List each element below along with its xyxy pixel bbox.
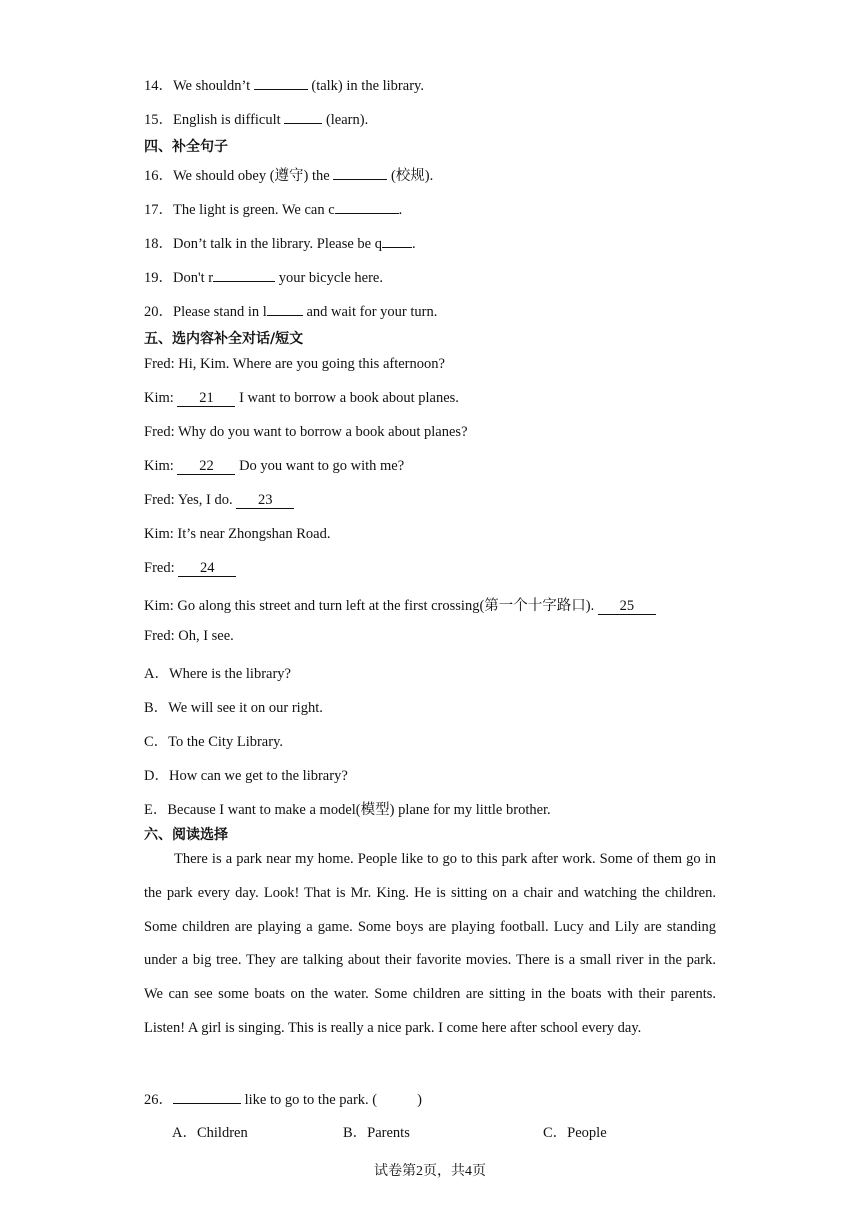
question-26	[144, 1088, 422, 1109]
question-number: 14．	[144, 78, 173, 94]
question-end: .	[398, 202, 403, 218]
choice-text: Because I want to make a model(模型) plane for my little brother.	[167, 802, 551, 818]
option-letter: C．	[543, 1125, 568, 1141]
dialogue-blank[interactable]: 25	[598, 599, 656, 615]
question-number: 26．	[144, 1092, 173, 1108]
question-17	[144, 198, 402, 219]
question-text: like to go to the park. (	[244, 1092, 378, 1108]
option-a[interactable]	[172, 1121, 248, 1142]
answer-blank[interactable]	[333, 165, 387, 180]
choice-text: How can we get to the library?	[168, 768, 348, 784]
dialogue-speaker: Kim:	[144, 458, 174, 474]
answer-blank[interactable]	[213, 267, 275, 282]
dialogue-blank[interactable]: 23	[236, 493, 294, 509]
question-hint: (校规).	[390, 168, 434, 184]
dialogue-line	[144, 458, 404, 475]
answer-blank[interactable]	[173, 1089, 241, 1104]
question-end: .	[412, 236, 416, 252]
choice-b[interactable]	[144, 696, 323, 717]
choice-c[interactable]	[144, 730, 283, 751]
option-text: Parents	[367, 1125, 410, 1141]
question-number: 20．	[144, 304, 173, 320]
question-text: We should obey (遵守) the	[173, 168, 330, 184]
dialogue-line	[144, 390, 459, 407]
question-text: English is difficult	[173, 112, 281, 128]
choice-a[interactable]	[144, 662, 291, 683]
question-number: 16．	[144, 168, 173, 184]
question-20	[144, 300, 437, 321]
question-number: 17．	[144, 202, 173, 218]
dialogue-line: Fred: Hi, Kim. Where are you going this afternoon?	[144, 356, 445, 372]
answer-blank[interactable]	[254, 75, 308, 90]
question-15	[144, 108, 368, 129]
choice-e[interactable]	[144, 798, 551, 819]
answer-blank[interactable]	[382, 233, 412, 248]
dialogue-line	[144, 594, 656, 615]
dialogue-line: Kim: It’s near Zhongshan Road.	[144, 526, 331, 542]
question-number: 15．	[144, 112, 173, 128]
question-end: your bicycle here.	[278, 270, 383, 286]
option-c[interactable]	[543, 1121, 607, 1142]
question-number: 19．	[144, 270, 173, 286]
dialogue-speaker: Fred: Yes, I do.	[144, 492, 233, 508]
answer-blank[interactable]	[335, 199, 399, 214]
question-16	[144, 164, 433, 185]
section-heading-4: 四、补全句子	[144, 139, 228, 155]
choice-letter: A．	[144, 666, 169, 682]
option-b[interactable]	[343, 1121, 410, 1142]
dialogue-line: Fred: Oh, I see.	[144, 628, 234, 644]
question-18	[144, 232, 416, 253]
question-text: Please stand in l	[173, 304, 267, 320]
question-text: Don’t talk in the library. Please be q	[173, 236, 382, 252]
dialogue-line: Fred: Why do you want to borrow a book about planes?	[144, 424, 468, 440]
answer-blank[interactable]	[267, 301, 303, 316]
section-heading-5: 五、选内容补全对话/短文	[144, 331, 304, 347]
question-19	[144, 266, 383, 287]
choice-letter: E．	[144, 802, 168, 818]
question-hint: (talk) in the library.	[311, 78, 424, 94]
question-text: Don't r	[173, 270, 214, 286]
dialogue-blank[interactable]: 24	[178, 561, 236, 577]
option-letter: A．	[172, 1125, 197, 1141]
dialogue-blank[interactable]: 22	[177, 459, 235, 475]
choice-d[interactable]	[144, 764, 348, 785]
option-text: People	[567, 1125, 607, 1141]
answer-blank[interactable]	[284, 109, 322, 124]
dialogue-speaker: Kim:	[144, 390, 174, 406]
choice-letter: B．	[144, 700, 169, 716]
question-hint: (learn).	[325, 112, 369, 128]
choice-text: Where is the library?	[168, 666, 291, 682]
dialogue-blank[interactable]: 21	[177, 391, 235, 407]
section-heading-6: 六、阅读选择	[144, 827, 228, 843]
dialogue-line	[144, 492, 294, 509]
option-letter: B．	[343, 1125, 368, 1141]
question-text: The light is green. We can c	[173, 202, 335, 218]
option-text: Children	[196, 1125, 248, 1141]
question-paren-close: )	[417, 1092, 422, 1108]
reading-passage: There is a park near my home. People like to go to this park after work. Some of them go in the park every day. Look! That is Mr. King. He is sitting on a chair and watching the children. Some children are playing a game. Some boys are playing football. Lucy and Lily are standing under a big tree. They are talking about their favorite movies. There is a small river in the park. We can see some boats on the water. Some children are sitting in the boats with their parents. Listen! A girl is singing. This is really a nice park. I come here after school every day.	[144, 851, 716, 1036]
dialogue-text: Do you want to go with me?	[239, 458, 405, 474]
question-end: and wait for your turn.	[306, 304, 438, 320]
dialogue-line	[144, 560, 236, 577]
dialogue-speaker: Fred:	[144, 560, 175, 576]
question-14	[144, 74, 424, 95]
page-footer: 试卷第2页，共4页	[374, 1164, 486, 1179]
question-number: 18．	[144, 236, 173, 252]
choice-letter: C．	[144, 734, 169, 750]
choice-letter: D．	[144, 768, 169, 784]
dialogue-speaker: Kim: Go along this street and turn left at the first crossing(第一个十字路口).	[144, 598, 595, 614]
choice-text: To the City Library.	[168, 734, 283, 750]
dialogue-text: I want to borrow a book about planes.	[239, 390, 459, 406]
choice-text: We will see it on our right.	[168, 700, 323, 716]
question-text: We shouldn’t	[173, 78, 251, 94]
